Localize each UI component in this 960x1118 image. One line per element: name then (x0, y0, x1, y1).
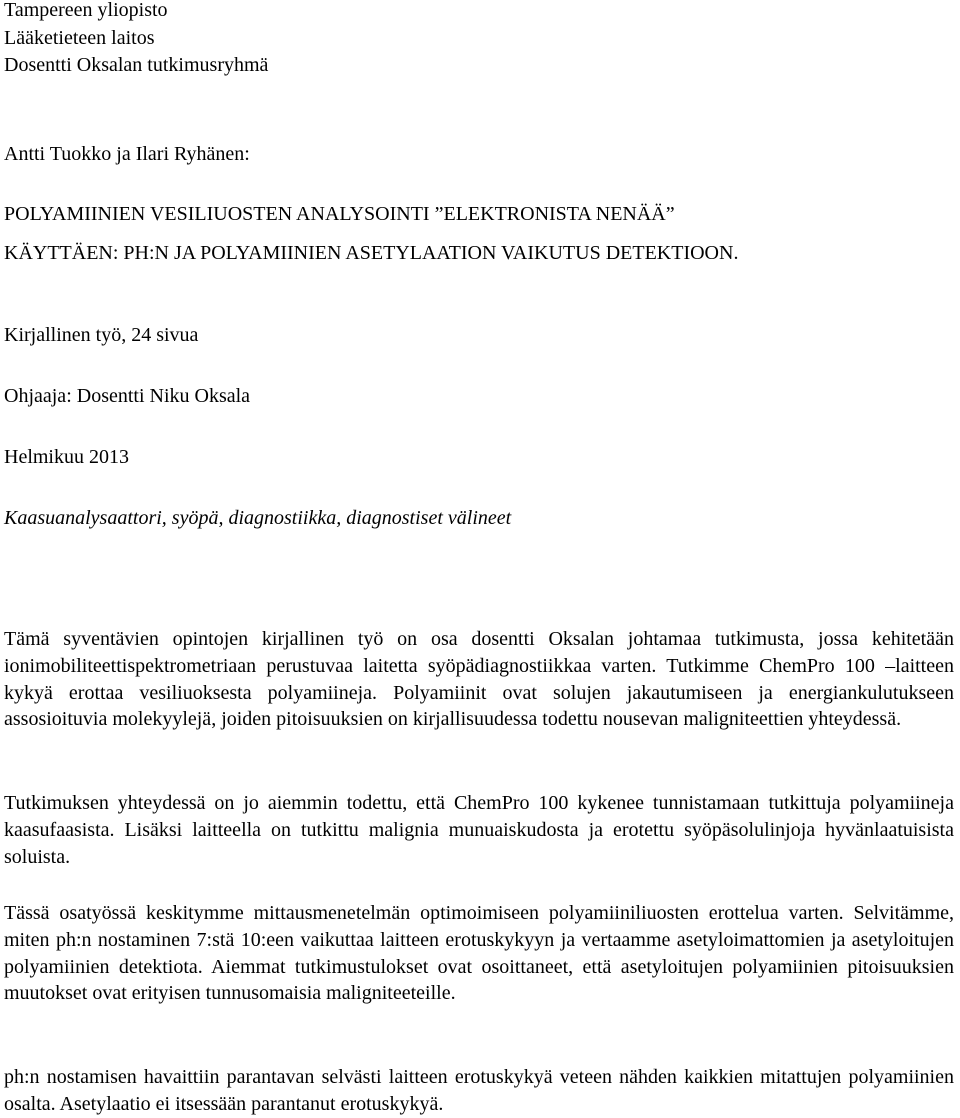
university-name: Tampereen yliopisto (4, 0, 168, 21)
abstract-paragraph-1: Tämä syventävien opintojen kirjallinen työ on osa dosentti Oksalan johtamaa tutkimusta, jossa kehitetään ionimobiliteettispektrometriaan perustuvaa laitetta syöpädiagnostiikkaa varten. Tutkimme ChemPro 100 –laitteen kykyä erottaa vesiliuoksesta polyamiineja. Polyamiinit ovat solujen jakautumiseen ja energiankulutukseen assosioituvia molekyylejä, joiden pitoisuuksien on kirjallisuudessa todettu nousevan maligniteettien yhteydessä. (4, 628, 954, 731)
supervisor: Ohjaaja: Dosentti Niku Oksala (4, 385, 251, 407)
research-group-name: Dosentti Oksalan tutkimusryhmä (4, 54, 269, 76)
title-line-2: KÄYTTÄEN: PH:N JA POLYAMIINIEN ASETYLAATION VAIKUTUS DETEKTIOON. (4, 242, 739, 264)
date: Helmikuu 2013 (4, 446, 129, 468)
keywords: Kaasuanalysaattori, syöpä, diagnostiikka, diagnostiset välineet (4, 507, 512, 529)
title-line-1: POLYAMIINIEN VESILIUOSTEN ANALYSOINTI ”ELEKTRONISTA NENÄÄ” (4, 203, 675, 225)
abstract-paragraph-2: Tutkimuksen yhteydessä on jo aiemmin todettu, että ChemPro 100 kykenee tunnistamaan tutkittuja polyamiineja kaasufaasista. Lisäksi laitteella on tutkittu malignia munuaiskudosta ja erotettu syöpäsolulinjoja hyvänlaatuisista soluista. (4, 792, 954, 868)
abstract-paragraph-4: ph:n nostamisen havaittiin parantavan selvästi laitteen erotuskykyä veteen nähden kaikkien mitattujen polyamiinien osalta. Asetylaatio ei itsessään parantanut erotuskykyä. (4, 1066, 954, 1115)
abstract-paragraph-3: Tässä osatyössä keskitymme mittausmenetelmän optimoimiseen polyamiiniliuosten erottelua varten. Selvitämme, miten ph:n nostaminen 7:stä 10:een vaikuttaa laitteen erotuskykyyn ja vertaamme asetyloimattomien ja asetyloitujen polyamiinien detektiota. Aiemmat tutkimustulokset ovat osoittaneet, että asetyloitujen polyamiinien pitoisuuksien muutokset ovat erityisen tunnusomaisia maligniteeteille. (4, 902, 954, 1005)
page-count: Kirjallinen työ, 24 sivua (4, 324, 199, 346)
authors-line: Antti Tuokko ja Ilari Ryhänen: (4, 143, 250, 165)
department-name: Lääketieteen laitos (4, 27, 155, 49)
